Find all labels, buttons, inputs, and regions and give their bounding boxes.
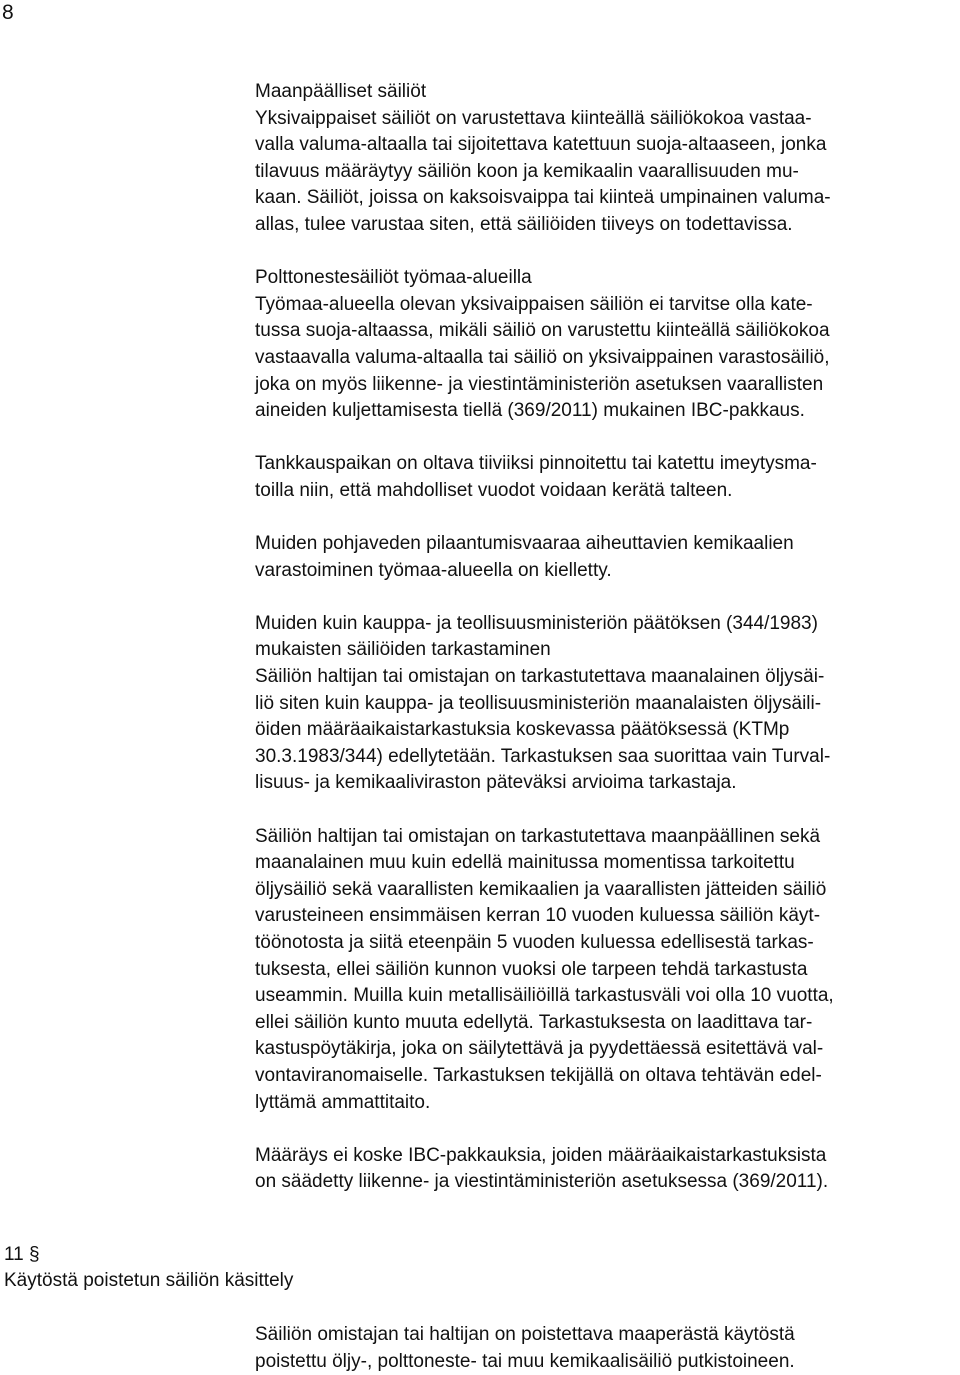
section-heading bbox=[4, 1242, 384, 1294]
text-line: useammin. Muilla kuin metallisäiliöillä tarkastusväli voi olla 10 vuotta, bbox=[255, 985, 834, 1007]
text-line: joka on myös liikenne- ja viestintäministeriön asetuksen vaarallisten bbox=[255, 373, 824, 395]
text-line: vontaviranomaiselle. Tarkastuksen tekijällä on oltava tehtävän edel- bbox=[255, 1064, 822, 1086]
heading-tank-inspection: Muiden kuin kauppa- ja teollisuusministeriön päätöksen (344/1983) bbox=[255, 612, 818, 634]
text-line: tussa suoja-altaassa, mikäli säiliö on varustettu kiinteällä säiliökokoa bbox=[255, 320, 830, 342]
text-line: varastoiminen työmaa-alueella on kielletty. bbox=[255, 559, 612, 581]
paragraph-gap bbox=[255, 505, 960, 532]
text-line: valla valuma-altaalla tai sijoitettava katettuun suoja-altaaseen, jonka bbox=[255, 134, 827, 156]
text-line: aineiden kuljettamisesta tiellä (369/2011) mukainen IBC-pakkaus. bbox=[255, 400, 805, 422]
text-line: toilla niin, että mahdolliset vuodot voidaan kerätä talteen. bbox=[255, 479, 733, 501]
text-line: Määräys ei koske IBC-pakkauksia, joiden määräaikaistarkastuksista bbox=[255, 1144, 827, 1166]
text-line: Säiliön haltijan tai omistajan on tarkastutettava maanalainen öljysäi- bbox=[255, 666, 825, 688]
paragraph-gap bbox=[255, 425, 960, 452]
text-line: liö siten kuin kauppa- ja teollisuusministeriön maanalaisten öljysäili- bbox=[255, 692, 822, 714]
text-line: vastaavalla valuma-altaalla tai säiliö on yksivaippainen varastosäiliö, bbox=[255, 346, 830, 368]
paragraph-chemical-storage bbox=[255, 531, 960, 584]
text-line: varusteineen ensimmäisen kerran 10 vuoden kuluessa säiliön käyt- bbox=[255, 905, 821, 927]
text-line: tilavuus määräytyy säiliön koon ja kemikaalin vaarallisuuden mu- bbox=[255, 160, 799, 182]
text-line: Säiliön omistajan tai haltijan on poistettava maaperästä käytöstä bbox=[255, 1324, 795, 1345]
paragraph-inspection-intervals bbox=[255, 824, 960, 1117]
text-line: Tankkauspaikan on oltava tiiviiksi pinnoitettu tai katettu imeytysma- bbox=[255, 453, 817, 475]
text-line: töönotosta ja siitä eteenpäin 5 vuoden kuluessa edellisestä tarkas- bbox=[255, 932, 814, 953]
paragraph-gap bbox=[255, 239, 960, 266]
text-line: lisuus- ja kemikaaliviraston päteväksi arvioima tarkastaja. bbox=[255, 772, 737, 794]
paragraph-tank-inspection bbox=[255, 611, 960, 797]
text-line: Säiliön haltijan tai omistajan on tarkastutettava maanpäällinen sekä bbox=[255, 825, 821, 847]
text-line: kastuspöytäkirja, joka on säilytettävä ja pyydettäessä esitettävä val- bbox=[255, 1038, 824, 1060]
section-number: 11 § bbox=[4, 1244, 40, 1265]
heading-aboveground-tanks: Maanpäälliset säiliöt bbox=[255, 81, 427, 102]
paragraph-gap bbox=[255, 584, 960, 611]
text-line: poistettu öljy-, polttoneste- tai muu kemikaalisäiliö putkistoineen. bbox=[255, 1350, 795, 1372]
text-line: ellei säiliön kunto muuta edellytä. Tarkastuksesta on laadittava tar- bbox=[255, 1011, 813, 1033]
paragraph-gap bbox=[255, 797, 960, 824]
text-line: maanalainen muu kuin edellä mainitussa momentissa tarkoitettu bbox=[255, 852, 795, 874]
paragraph-aboveground-tanks bbox=[255, 79, 960, 239]
text-line: on säädetty liikenne- ja viestintäministeriön asetuksessa (369/2011). bbox=[255, 1171, 829, 1193]
heading-fuel-tanks-worksites: Polttonestesäiliöt työmaa-alueilla bbox=[255, 267, 532, 289]
text-line: allas, tulee varustaa siten, että säiliöiden tiiveys on todettavissa. bbox=[255, 213, 793, 235]
text-line: 30.3.1983/344) edellytetään. Tarkastuksen saa suorittaa vain Turval- bbox=[255, 745, 831, 767]
text-line: kaan. Säiliöt, joissa on kaksoisvaippa tai kiinteä umpinainen valuma- bbox=[255, 187, 831, 209]
text-line: Yksivaippaiset säiliöt on varustettava kiinteällä säiliökokoa vastaa- bbox=[255, 107, 812, 129]
text-line: Työmaa-alueella olevan yksivaippaisen säiliön ei tarvitse olla kate- bbox=[255, 293, 813, 315]
section-title: Käytöstä poistetun säiliön käsittely bbox=[4, 1270, 294, 1291]
page-number: 8 bbox=[2, 1, 14, 24]
text-line: Muiden pohjaveden pilaantumisvaaraa aiheuttavien kemikaalien bbox=[255, 533, 794, 555]
paragraph-gap bbox=[255, 1116, 960, 1143]
heading-tank-inspection-cont: mukaisten säiliöiden tarkastaminen bbox=[255, 639, 551, 661]
text-line: lyttämä ammattitaito. bbox=[255, 1091, 431, 1113]
text-line: öljysäiliö sekä vaarallisten kemikaalien ja vaarallisten jätteiden säiliö bbox=[255, 878, 827, 900]
main-text bbox=[255, 79, 960, 1196]
paragraph-tank-removal bbox=[255, 1322, 960, 1375]
text-line: öiden määräaikaistarkastuksia koskevassa päätöksessä (KTMp bbox=[255, 719, 790, 741]
paragraph-fuel-tanks-worksites bbox=[255, 265, 960, 425]
text-line: tuksesta, ellei säiliön kunnon vuoksi ole tarpeen tehdä tarkastusta bbox=[255, 958, 808, 980]
paragraph-refueling-site bbox=[255, 451, 960, 504]
paragraph-ibc-exception bbox=[255, 1143, 960, 1196]
